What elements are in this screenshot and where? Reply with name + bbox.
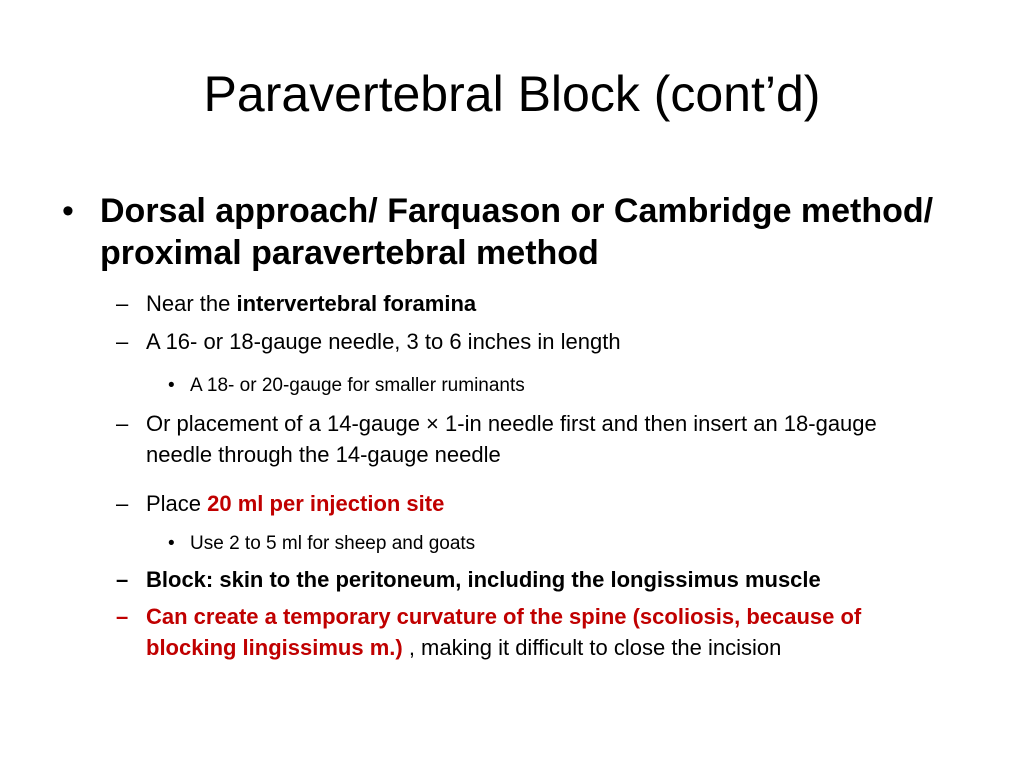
sub-item-prefix: Near the	[146, 291, 237, 316]
main-bullet	[62, 190, 940, 274]
bullet-marker: •	[62, 192, 74, 230]
dash-marker: –	[116, 491, 129, 516]
sub-item-block	[116, 564, 946, 595]
sub-item-text: Or placement of a 14-gauge × 1-in needle first and then insert an 18-gauge needle through the 14-gauge needle	[146, 411, 877, 467]
sub-item-emphasis: Can create a temporary curvature of the spine (scoliosis, because of blocking lingissimus m.)	[146, 604, 862, 660]
dash-marker: –	[116, 604, 129, 629]
sub-item-foramina	[116, 288, 946, 319]
sub-item-emphasis: intervertebral foramina	[236, 291, 477, 316]
dash-marker: –	[116, 567, 129, 592]
dash-marker: –	[116, 411, 129, 436]
sub-item-emphasis: 20 ml per injection site	[207, 491, 445, 516]
dash-marker: –	[116, 329, 129, 354]
sub-item-needle	[116, 326, 946, 357]
sub-item-volume	[116, 488, 946, 519]
sub-sub-item-text: A 18- or 20-gauge for smaller ruminants	[190, 375, 525, 396]
dot-marker: •	[168, 533, 175, 554]
dash-marker: –	[116, 291, 129, 316]
sub-item-prefix: Place	[146, 491, 208, 516]
sub-item-suffix: , making it difficult to close the incision	[402, 635, 782, 660]
main-bullet-text: Dorsal approach/ Farquason or Cambridge method/ proximal paravertebral method	[100, 192, 934, 272]
sub-sub-item-ruminants	[168, 372, 930, 399]
sub-item-placement	[116, 408, 946, 470]
sub-item-text: A 16- or 18-gauge needle, 3 to 6 inches in length	[146, 329, 621, 354]
sub-item-curvature	[116, 601, 946, 663]
dot-marker: •	[168, 375, 175, 396]
sub-sub-item-text: Use 2 to 5 ml for sheep and goats	[190, 533, 476, 554]
sub-item-text: Block: skin to the peritoneum, including the longissimus muscle	[146, 567, 821, 592]
sub-sub-item-sheep	[168, 530, 930, 557]
slide-title: Paravertebral Block (cont’d)	[203, 66, 821, 122]
